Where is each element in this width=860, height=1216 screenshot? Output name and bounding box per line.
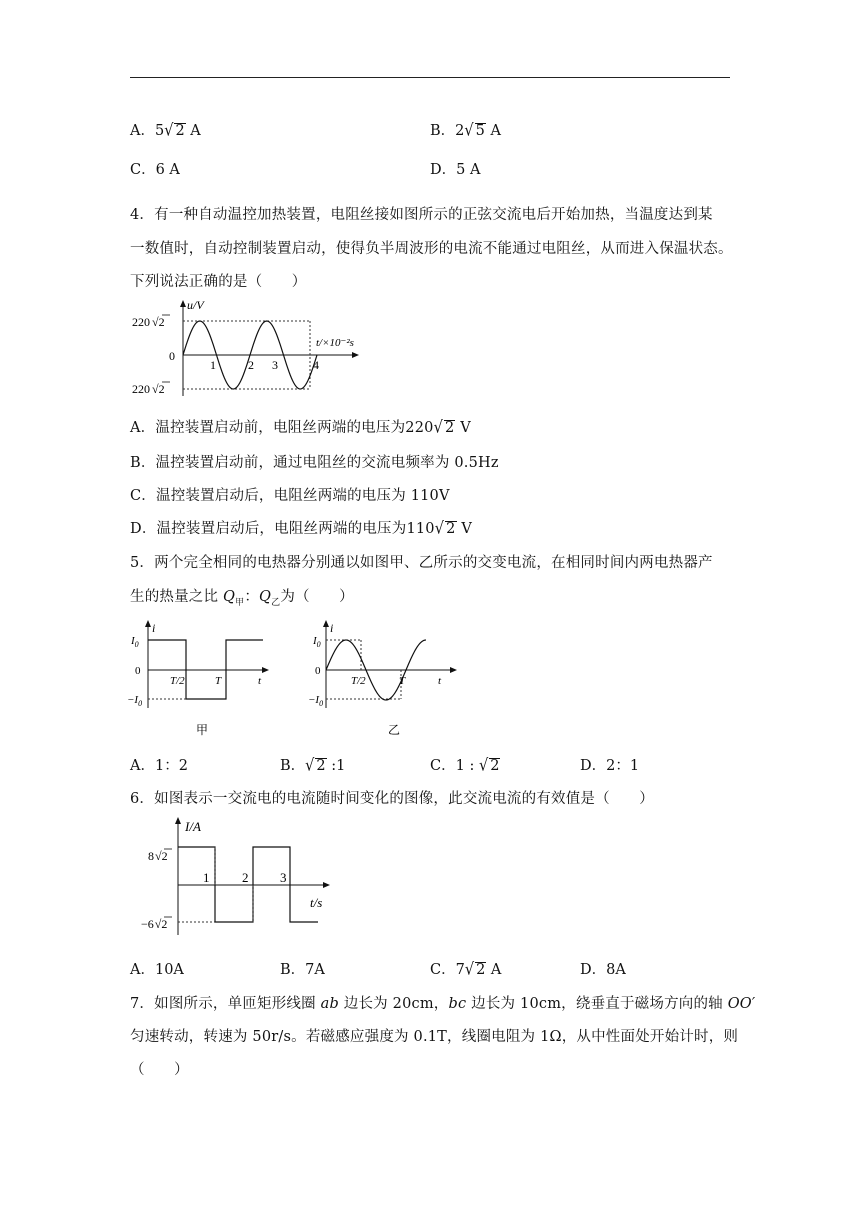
sqrt-sign: √ 2 <box>464 960 486 980</box>
q5-option-a[interactable]: A．1：2 <box>130 758 188 774</box>
ybot-label: $-I_0$ <box>127 694 143 708</box>
q5-stem-end: 为（ ） <box>280 589 354 605</box>
q7-stem-line2: 匀速转动，转速为 50r/s。若磁感应强度为 0.1T，线圈电阻为 1Ω，从中性面处开始计时，则 <box>130 1029 739 1045</box>
tick-label-2: 2 <box>248 358 254 372</box>
q4-option-a-unit: V <box>455 420 471 436</box>
q3-option-b-text: B．2 <box>430 123 465 139</box>
q7-stem-line1 <box>130 992 755 1013</box>
figure-caption-yi: 乙 <box>388 723 401 737</box>
tick-label-3: 3 <box>272 358 278 372</box>
ymin-label: 220 √2 <box>132 382 165 396</box>
q4-figure-sine-wave <box>125 296 385 401</box>
sqrt-sign: √ 5 <box>464 121 485 141</box>
y-axis-arrow <box>145 620 151 627</box>
q7-text-b: 边长为 20cm， <box>338 996 449 1012</box>
q5-option-c[interactable] <box>430 754 500 775</box>
x-axis-label: t <box>438 675 442 687</box>
q6-option-b[interactable]: B．7A <box>280 962 325 978</box>
q5-option-b[interactable] <box>280 754 345 775</box>
q3-option-a[interactable] <box>130 119 201 140</box>
q5-figure-jia-square-wave <box>125 618 270 738</box>
y-axis-arrow <box>180 300 186 307</box>
ybot-label: −6√2 <box>141 917 168 931</box>
side-ab: ab <box>320 996 339 1012</box>
sqrt-sign: √ 2 <box>433 418 455 438</box>
q5-option-c-radicand: 2 <box>490 758 500 774</box>
tick-label-1: 1 <box>210 358 216 372</box>
q6-option-c-unit: A <box>486 962 502 978</box>
x-axis-label: t/×10⁻²s <box>316 337 354 349</box>
q5-stem-line2 <box>130 585 354 608</box>
q5-stem-line1: 5．两个完全相同的电热器分别通以如图甲、乙所示的交变电流，在相同时间内两电热器产 <box>130 555 713 571</box>
q4-option-d-text: D．温控装置启动后，电阻丝两端的电压为 <box>130 521 407 537</box>
q4-option-a-number: 220 <box>405 420 434 436</box>
q4-stem-line1: 4．有一种自动温控加热装置，电阻丝接如图所示的正弦交流电后开始加热，当温度达到某 <box>130 207 713 223</box>
sqrt-sign: √ 2 <box>434 519 456 539</box>
origin-label: 0 <box>135 665 141 677</box>
q5-option-c-ratio: 1 : <box>455 758 479 774</box>
q3-option-b[interactable] <box>430 119 501 140</box>
x-axis-arrow <box>450 667 457 673</box>
q3-option-c[interactable]: C．6 A <box>130 162 180 178</box>
side-bc: bc <box>448 996 467 1012</box>
ratio-colon: ： <box>244 589 260 605</box>
q-symbol: Q <box>259 589 272 605</box>
q-subscript-yi: 乙 <box>271 597 281 608</box>
q4-option-a-text: A．温控装置启动前，电阻丝两端的电压为 <box>130 420 406 436</box>
ytop-label: $I_0$ <box>131 635 139 649</box>
q5-option-b-text: B． <box>280 758 306 774</box>
y-axis-label: i <box>152 621 156 635</box>
sqrt-sign: √ 2 <box>478 756 500 776</box>
sqrt-sign: √ 2 <box>164 121 185 141</box>
q-subscript-jia: 甲 <box>235 597 245 608</box>
x-axis-arrow <box>323 882 330 888</box>
origin-label: 0 <box>315 665 321 677</box>
x-axis-arrow <box>352 352 359 358</box>
q3-option-a-text: A．5 <box>130 123 165 139</box>
q6-option-a[interactable]: A．10A <box>130 962 184 978</box>
q6-option-d[interactable]: D．8A <box>580 962 626 978</box>
figure-caption-jia: 甲 <box>196 723 209 737</box>
x-axis-label: t/s <box>310 895 323 910</box>
y-axis-arrow <box>175 817 181 824</box>
y-axis-label: i <box>330 621 334 635</box>
q5-option-b-radicand: 2 <box>316 758 326 774</box>
q4-option-a[interactable] <box>130 416 471 437</box>
t-half-label: T/2 <box>170 675 185 687</box>
x-axis-label: t <box>258 675 262 687</box>
q3-option-b-radicand: 5 <box>475 123 485 139</box>
q5-option-b-ratio: :1 <box>326 758 346 774</box>
t-full-label: T <box>215 675 222 687</box>
y-axis-label: I/A <box>185 819 201 834</box>
q6-figure-square-wave <box>138 815 343 940</box>
q3-option-a-radicand: 2 <box>175 123 185 139</box>
q5-figure-yi-sine-wave <box>293 618 463 738</box>
t-full-label: T <box>399 675 406 687</box>
q4-option-d[interactable] <box>130 517 472 538</box>
axis-oo-prime: OO′ <box>727 996 756 1012</box>
q7-text-c: 边长为 10cm，绕垂直于磁场方向的轴 <box>466 996 728 1012</box>
q6-option-c-radicand: 2 <box>476 962 486 978</box>
q4-stem-line3: 下列说法正确的是（ ） <box>130 274 307 290</box>
ybot-label: $-I_0$ <box>308 694 324 708</box>
q3-option-b-unit: A <box>485 123 501 139</box>
q4-option-d-unit: V <box>456 521 473 537</box>
q4-stem-line2: 一数值时，自动控制装置启动，使得负半周波形的电流不能通过电阻丝，从而进入保温状态。 <box>130 241 733 257</box>
q6-option-c[interactable] <box>430 958 501 979</box>
q3-option-a-unit: A <box>185 123 201 139</box>
tick-label-3: 3 <box>280 870 287 885</box>
q7-text-a: 7．如图所示，单匝矩形线圈 <box>130 996 321 1012</box>
t-half-label: T/2 <box>351 675 366 687</box>
q4-option-d-radicand: 2 <box>446 521 456 537</box>
sqrt-sign: √ 2 <box>305 756 326 776</box>
ytop-label: $I_0$ <box>313 635 321 649</box>
q6-stem: 6．如图表示一交流电的电流随时间变化的图像，此交流电流的有效值是（ ） <box>130 791 654 807</box>
q4-option-c[interactable]: C．温控装置启动后，电阻丝两端的电压为 110V <box>130 488 450 504</box>
q5-stem-text: 生的热量之比 <box>130 589 224 605</box>
tick-label-4: 4 <box>313 358 319 372</box>
ytop-label: 8√2 <box>148 849 168 863</box>
q5-option-c-text: C． <box>430 758 456 774</box>
q4-option-b[interactable]: B．温控装置启动前，通过电阻丝的交流电频率为 0.5Hz <box>130 455 499 471</box>
q6-option-c-text: C．7 <box>430 962 465 978</box>
header-rule <box>130 77 730 78</box>
tick-label-1: 1 <box>203 870 210 885</box>
origin-label: 0 <box>169 349 175 363</box>
ymax-label: 220 √2 <box>132 315 165 329</box>
y-axis-arrow <box>323 620 329 627</box>
q7-stem-line3: （ ） <box>130 1062 189 1078</box>
x-axis-arrow <box>262 667 269 673</box>
q3-option-d[interactable]: D．5 A <box>430 162 481 178</box>
y-axis-label: u/V <box>187 298 204 312</box>
q4-option-a-radicand: 2 <box>445 420 455 436</box>
q-symbol: Q <box>223 589 236 605</box>
q5-option-d[interactable]: D．2：1 <box>580 758 640 774</box>
tick-label-2: 2 <box>242 870 249 885</box>
q4-option-d-number: 110 <box>406 521 435 537</box>
